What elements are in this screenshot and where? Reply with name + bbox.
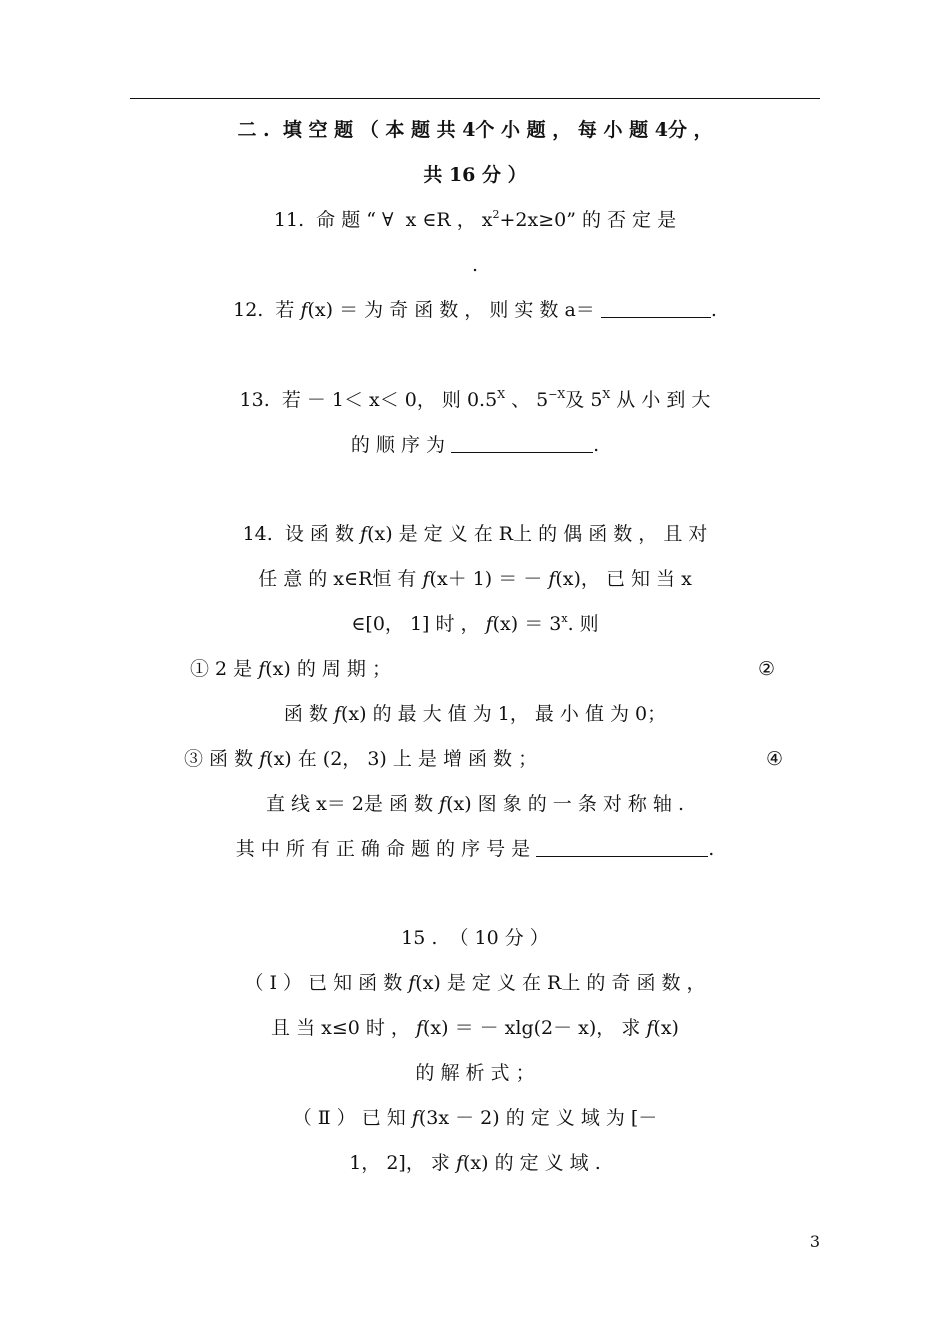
question-14: 14. 设 函 数 f(x) 是 定 义 在 R上 的 偶 函 数 ， 且 对 [242,523,708,545]
section-heading-cont: 共 16 分 ） [423,164,527,186]
question-14-prompt: 其 中 所 有 正 确 命 题 的 序 号 是 . [235,838,715,860]
question-11-dot: . [471,254,479,276]
question-15-part-2: （ Ⅱ ） 已 知 f(3x － 2) 的 定 义 域 为 [－ [292,1107,658,1129]
circled-4-marker: ④ [766,748,784,770]
section-heading: 二 . 填 空 题 （ 本 题 共 4个 小 题 ， 每 小 题 4分 ， [237,119,713,141]
question-15-part-1: （ Ⅰ ） 已 知 函 数 f(x) 是 定 义 在 R上 的 奇 函 数 ， [244,972,706,994]
question-14-line3: ∈[0， 1] 时 ， $f(x) = 3^x$. 则 [351,612,599,635]
question-14-item-1: ① 2 是 f(x) 的 周 期 ； [190,658,391,680]
question-12: 12. 若 f(x) ＝ 为 奇 函 数 ， 则 实 数 a＝ . [233,299,717,321]
answer-blank[interactable] [601,299,711,318]
question-15-part-1-line3: 的 解 析 式 ； [415,1062,535,1084]
page-number: 3 [809,1232,820,1251]
question-14-item-2: 函 数 f(x) 的 最 大 值 为 1， 最 小 值 为 0； [283,703,667,725]
question-15-title: 15 . （ 10 分 ） [401,927,549,949]
circled-2-marker: ② [758,658,776,680]
question-11: 11. 命 题 “ ∀ x ∈R ， $x^2+2x\ge 0$” 的 否 定 是 [273,208,677,231]
question-14-item-4: 直 线 x＝ 2是 函 数 f(x) 图 象 的 一 条 对 称 轴 . [265,793,685,815]
question-14-item-3: ③ 函 数 f(x) 在 (2， 3) 上 是 增 函 数 ； [184,748,538,770]
answer-blank[interactable] [451,434,593,453]
question-14-line2: 任 意 的 x∈R恒 有 f(x＋ 1) ＝ － f(x)， 已 知 当 x [258,568,692,590]
top-rule [130,98,820,99]
question-13-line2: 的 顺 序 为 . [350,434,600,456]
answer-blank[interactable] [536,838,708,857]
question-13: 13. 若 － 1＜ x＜ 0， 则 $0.5^X$ 、 $5^{-X}$及 $5^X$ 从 小 到 大 [239,388,711,411]
question-15-part-1-line2: 且 当 x≤0 时 ， f(x) ＝ － xlg(2－ x)， 求 f(x) [271,1017,679,1039]
question-15-part-2-line2: 1， 2]， 求 f(x) 的 定 义 域 . [349,1152,601,1174]
